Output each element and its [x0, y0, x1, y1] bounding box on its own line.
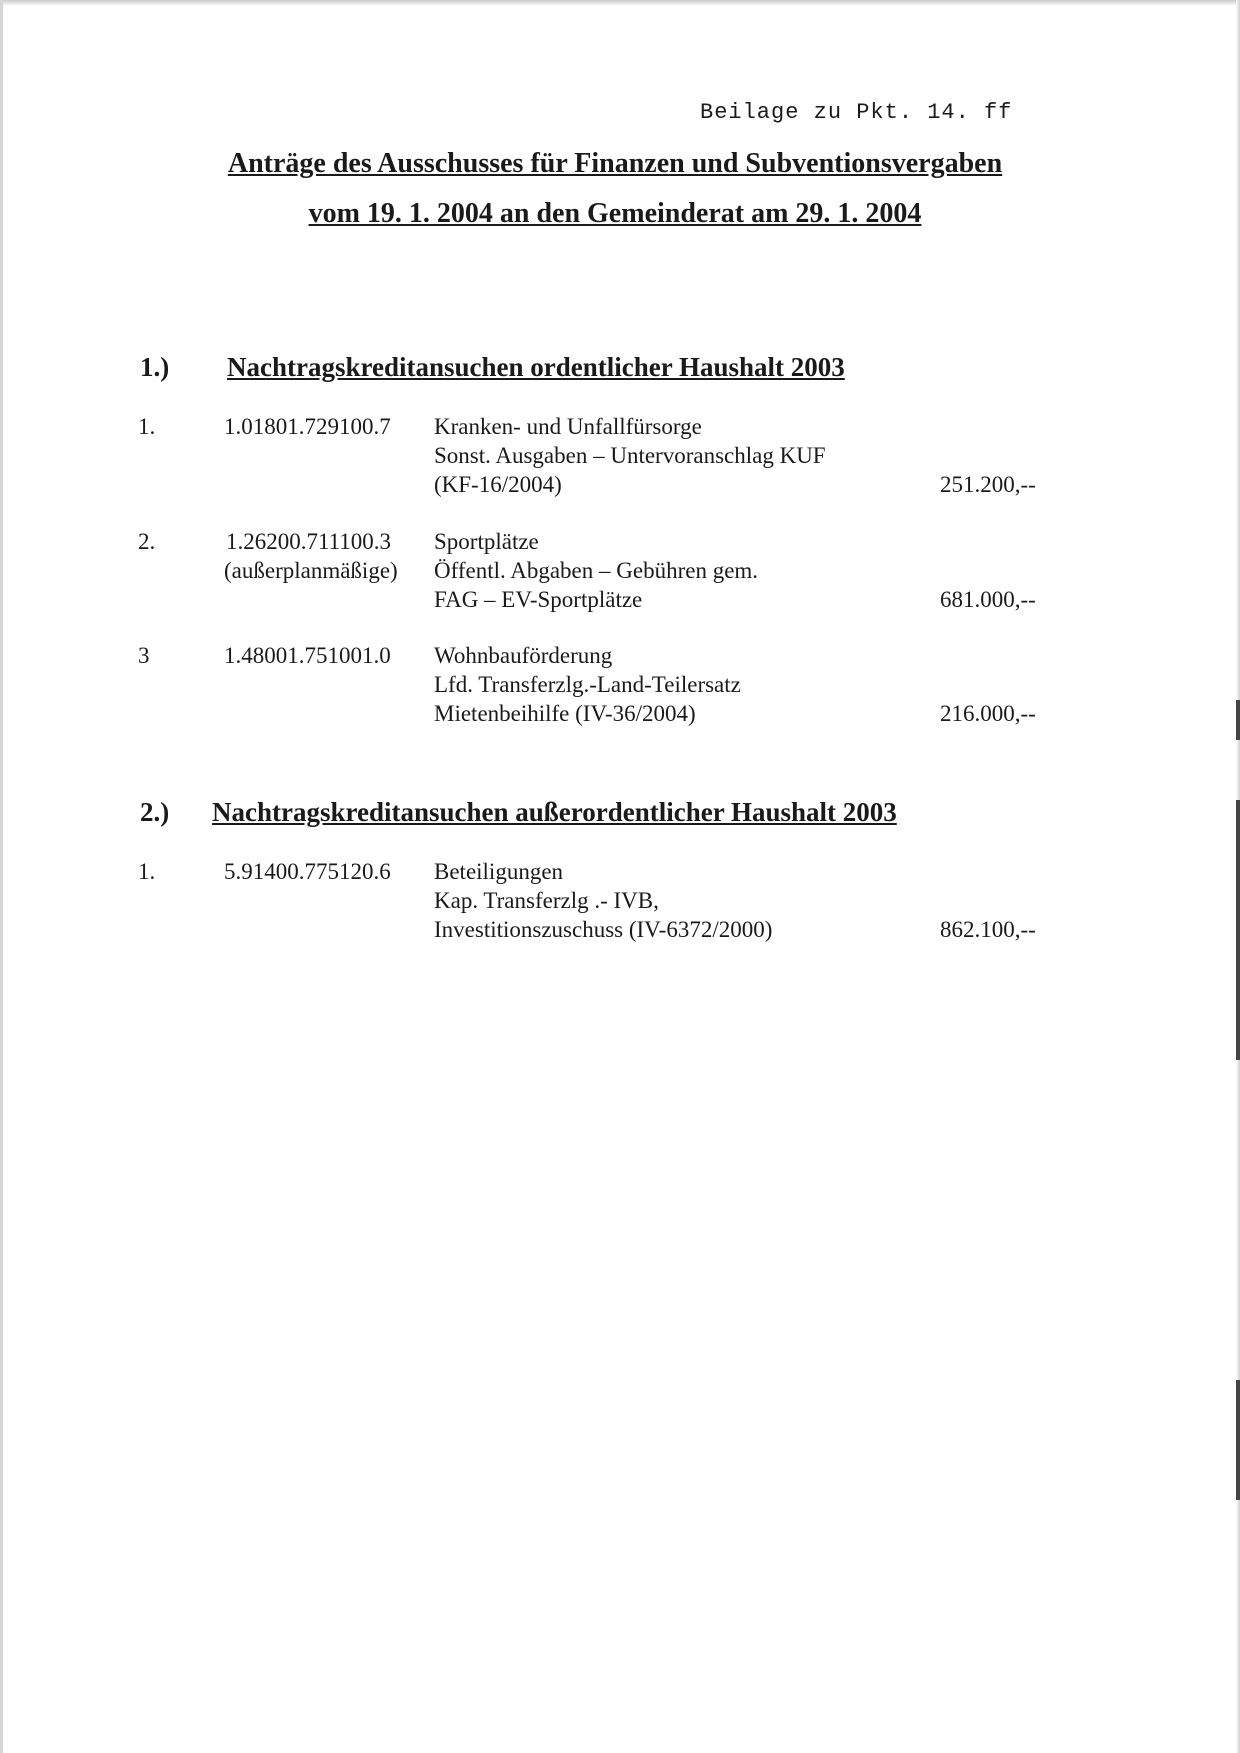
description-line: Kranken- und Unfallfürsorge [434, 414, 702, 439]
section-title: Nachtragskreditansuchen außerordentlicher Haushalt 2003 [212, 797, 897, 827]
scan-mark [1236, 1380, 1240, 1500]
description-line: Wohnbauförderung [434, 643, 613, 668]
section-number: 2.) [140, 797, 170, 827]
item-number: 1. [138, 414, 156, 439]
document-title: Anträge des Ausschusses für Finanzen und Subventionsvergaben [227, 148, 1003, 179]
description-line: Öffentl. Abgaben – Gebühren gem. [434, 558, 759, 583]
section-title: Nachtragskreditansuchen ordentlicher Haushalt 2003 [227, 352, 845, 382]
scan-edge-top [0, 0, 1240, 6]
description-line: Investitionszuschuss (IV-6372/2000) [434, 917, 773, 942]
description-line: FAG – EV-Sportplätze [434, 587, 643, 612]
description-line: Sonst. Ausgaben – Untervoranschlag KUF [434, 443, 826, 468]
item-description [434, 857, 772, 944]
scan-mark [1236, 700, 1240, 740]
account-code: 1.26200.711100.3 [226, 529, 392, 554]
account-number: 1.01801.729100.7 [224, 414, 391, 439]
item-description [434, 527, 758, 614]
document-subtitle: vom 19. 1. 2004 an den Gemeinderat am 29. 1. 2004 [308, 198, 922, 229]
section-number: 1.) [140, 352, 170, 382]
description-line: (KF-16/2004) [434, 472, 562, 497]
scan-edge-left [0, 0, 3, 1753]
item-description [434, 412, 826, 499]
item-amount: 216.000,-- [940, 701, 1036, 726]
item-number: 1. [138, 859, 156, 884]
account-number [224, 527, 398, 585]
account-number: 1.48001.751001.0 [224, 643, 391, 668]
item-number: 3 [138, 643, 150, 668]
item-amount: 862.100,-- [940, 917, 1036, 942]
account-number: 5.91400.775120.6 [224, 859, 391, 884]
description-line: Sportplätze [434, 529, 539, 554]
description-line: Lfd. Transferzlg.-Land-Teilersatz [434, 672, 741, 697]
scan-mark [1236, 800, 1240, 1060]
item-description [434, 641, 741, 728]
description-line: Beteiligungen [434, 859, 564, 884]
description-line: Kap. Transferzlg .- IVB, [434, 888, 659, 913]
description-line: Mietenbeihilfe (IV-36/2004) [434, 701, 696, 726]
account-note: (außerplanmäßige) [224, 558, 398, 583]
item-amount: 251.200,-- [940, 472, 1036, 497]
item-amount: 681.000,-- [940, 587, 1036, 612]
attachment-note: Beilage zu Pkt. 14. ff [700, 100, 1013, 125]
item-number: 2. [138, 529, 156, 554]
